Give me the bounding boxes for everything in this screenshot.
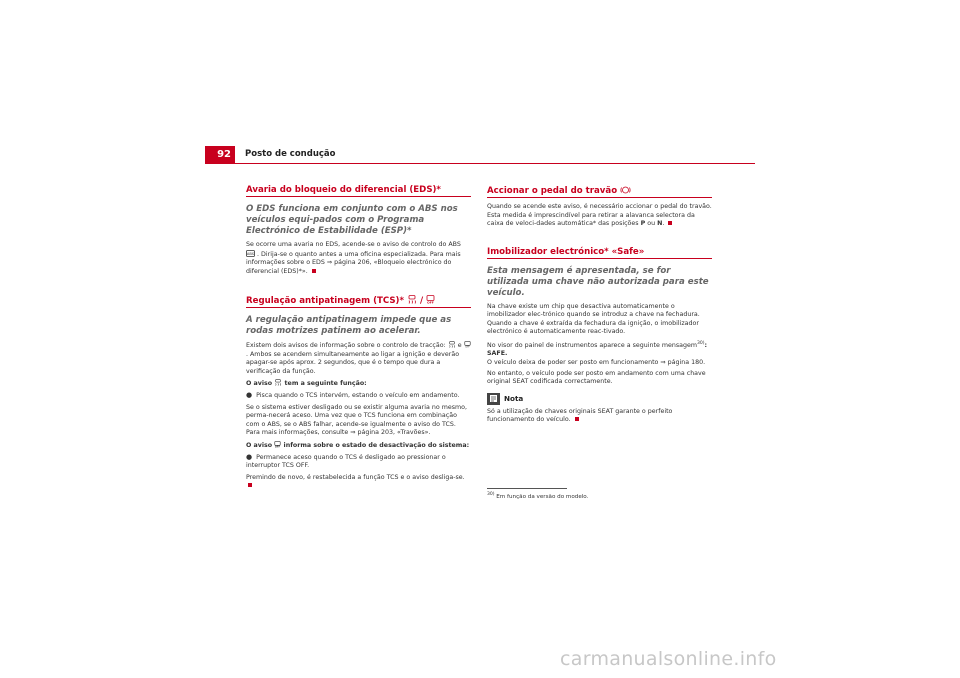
chapter-title: Posto de condução [245, 149, 336, 159]
tcs-off-icon [464, 341, 471, 348]
section-end-marker [668, 221, 672, 225]
tcs-skid-icon [407, 295, 417, 304]
list-item: ● Permanece aceso quando o TCS é desligado ao pressionar o interruptor TCS OFF. [246, 452, 446, 470]
tcs-end-paragraph: Premindo de novo, é restabelecida a função TCS e o aviso desliga-se. [246, 474, 471, 491]
page-number: 92 [205, 146, 235, 163]
note-icon [487, 393, 500, 405]
eds-heading: Avaria do bloqueio do diferencial (EDS)* [246, 186, 471, 197]
tcs-skid-icon [274, 379, 282, 386]
tcs-warning-2: O aviso OFF informa sobre o estado de desactivação do sistema: [246, 441, 470, 449]
tcs-off-icon [426, 295, 435, 304]
svg-text:OFF: OFF [275, 445, 281, 448]
svg-text:ABS: ABS [246, 252, 255, 257]
immobilizer-p2: No visor do painel de instrumentos aparece a seguinte mensagem$^{30)}$: SAFE. O veículo deixa de poder ser posto em funcionamento ⇒ página 180. [487, 340, 708, 366]
tcs-heading: Regulação antipatinagem (TCS)* / OFF [246, 295, 471, 308]
header-divider [205, 163, 755, 164]
tcs-fault-paragraph: Se o sistema estiver desligado ou se existir alguma avaria no mesmo, perma-necerá aceso. Uma vez que o TCS funciona em combinação com o ABS, se o ABS falhar, acende-se igualmente o aviso do TCS. Para mais informações, consulte ⇒ página 203, «Travões». [246, 403, 467, 437]
section-end-marker [312, 269, 316, 273]
right-column [487, 186, 712, 428]
tcs-lead: A regulação antipatinagem impede que as rodas motrizes patinem ao acelerar. [246, 315, 452, 337]
eds-lead: O EDS funciona em conjunto com o ABS nos veículos equi-pados com o Programa Electrónico de Estabilidade (ESP)* [246, 204, 458, 237]
note-label: Nota [504, 393, 524, 403]
section-end-marker [248, 483, 252, 487]
svg-text:OFF: OFF [427, 300, 434, 305]
immobilizer-lead: Esta mensagem é apresentada, se for utilizada uma chave não autorizada para este veículo. [487, 266, 709, 299]
eds-body: Se ocorre uma avaria no EDS, acende-se o aviso de controlo do ABS ABS . Dirija-se o quanto antes a uma oficina especializada. Para mais informações sobre o EDS ⇒ página 206, «Bloqueio electrónico do diferencial (EDS)*». [246, 241, 461, 275]
list-item: ● Pisca quando o TCS intervém, estando o veículo em andamento. [246, 391, 460, 400]
immobilizer-p3: No entanto, o veículo pode ser posto em andamento com uma chave original SEAT codificada correctamente. [487, 369, 706, 386]
brake-heading: Accionar o pedal do travão [487, 186, 712, 198]
note-box [487, 393, 712, 425]
section-end-marker [575, 417, 579, 421]
footnote-divider [487, 488, 567, 489]
note-text: Só a utilização de chaves originais SEAT garante o perfeito funcionamento do veículo. [487, 407, 673, 424]
immobilizer-p1: Na chave existe um chip que desactiva automaticamente o imobilizador elec-trónico quando se introduz a chave na fechadura. Quando a chave é extraída da fechadura da ignição, o imobilizador electrónico é automaticamente reac-tivado. [487, 303, 700, 336]
immobilizer-heading: Imobilizador electrónico* «Safe» [487, 248, 712, 259]
tcs-warning-1: O aviso tem a seguinte função: [246, 380, 367, 388]
left-column [246, 186, 471, 494]
abs-warning-icon [246, 250, 255, 257]
bullet-icon: ● [246, 391, 253, 400]
footnote: $^{30)}$ Em função da versão do modelo. [487, 492, 589, 500]
tcs-off-icon [274, 441, 281, 448]
watermark: carmanualsonline.info [560, 648, 777, 670]
bullet-icon: ● [246, 452, 253, 461]
brake-pedal-icon [620, 186, 631, 194]
tcs-skid-icon [448, 341, 456, 348]
tcs-intro: Existem dois avisos de informação sobre o controlo de tracção: e OFF . Ambos se acendem simultaneamente ao ligar a ignição e deverão apagar-se após aprox. 2 segundos, que é o tempo que dura a verificação da função. [246, 342, 470, 375]
brake-body: Quando se acende este aviso, é necessário accionar o pedal do travão. Esta medida é imprescindível para retirar a alavanca selectora da caixa de veloci-dades automática* das posições P ou N. [487, 203, 712, 228]
svg-text:OFF: OFF [464, 346, 470, 349]
